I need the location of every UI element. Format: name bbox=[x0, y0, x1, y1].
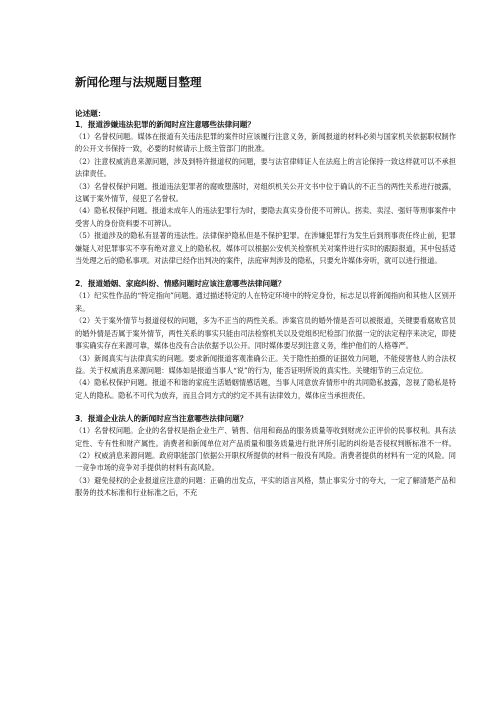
answer-paragraph: （1）名誉权问题。企业的名誉权是指企业生产、销售、信用和商品的服务质量等收到财虎公正评价的民事权利。具有法定性、专有性和财产属性。消费者和新闻单位对产品质量和服务质量进行批评所引起的纠纷是否侵权判断标准不一样。（2）权威消息来源问题。政府职能部门依据公开职权所提供的材料一般没有风险。消费者提供的材料有一定的风险。同一竞争市场的竞争对手提供的材料有高风险。 bbox=[75, 426, 456, 473]
question-heading: 1．报道涉嫌违法犯罪的新闻时应注意哪些法律问题？ bbox=[75, 120, 255, 129]
answer-paragraph: （2）关于案外情节与报道侵权的问题，多为不正当的两性关系。涉案官员的婚外情是否可以被报道，关键要看腐败官员的婚外情是否属于案外情节，两性关系的事实只能由司法检察机关以及党组织纪检部门依据一定的法定程序来决定，即使事实确实存在来源可靠，媒体也没有合法依据予以公开。同时媒体要尽到注意义务，维护他们的人格尊严。 bbox=[75, 316, 456, 351]
answer-paragraph: （3）名誉权保护问题。报道违法犯罪者的腐败堕落时，对组织机关公开文书中位于确认的不正当的两性关系进行披露，这属于案外情节，侵犯了名誉权。 bbox=[75, 181, 456, 204]
answer-paragraph: （2）注意权威消息来源问题，涉及到特许报道权的问题，要与法官律师证人在法庭上的言论保持一致这样就可以不承担法律责任。 bbox=[75, 156, 456, 179]
answer-paragraph: （4）隐私权保护问题。报道未成年人的违法犯罪行为时，要隐去真实身份使不可辨认。拐卖、卖淫、强奸等刑事案件中受害人的身份资料要不可辨认。 bbox=[75, 206, 456, 228]
answer-paragraph: （1）名誉权问题。媒体在报道有关违法犯罪的案件时应该履行注意义务，新闻报道的材料必须与国家机关依据职权制作的公开文书保持一致，必要的时候请示上级主管部门的批准。 bbox=[75, 132, 456, 154]
answer-paragraph: （3）避免侵权的企业报道应注意的问题：正确的出发点，平实的语言风格，禁止事实分寸的夸大，一定了解清楚产品和服务的技术标准和行业标准之后，不充 bbox=[75, 475, 456, 498]
answer-paragraph: （5）报道涉及的隐私有显著的违法性。法律保护隐私但是不保护犯罪。在涉嫌犯罪行为发生后到刑事责任终止前，犯罪嫌疑人对犯罪事实不享有绝对意义上的隐私权。媒体可以根据公安机关检察机关对案件进行实时的跟踪报道，其中包括适当处理之后的隐私事项。对法律已经作出判决的案件，法庭审判涉及的隐私，只要允许媒体旁听，就可以进行报道。 bbox=[75, 231, 456, 266]
answer-paragraph: （1）纪实性作品的“特定指向”问题。通过描述特定的人在特定环境中的特定身份，标志足以将新闻指向和其他人区别开来。 bbox=[75, 291, 456, 313]
question-heading: 2．报道婚姻、家庭纠纷、情感问题时应该注意哪些法律问题？ bbox=[75, 279, 286, 289]
question-block-3 bbox=[75, 413, 456, 499]
question-block-2 bbox=[75, 278, 456, 402]
question-block-1 bbox=[75, 119, 456, 267]
answer-paragraph: （4）隐私权保护问题。报道不和谐的家庭生活婚姻情感话题，当事人同意放弃情形中的共同隐私披露，忽视了隐私是特定人的隐私。隐私不可代为放弃，而且合同方式的约定不具有法律效力，媒体应当承担责任。 bbox=[75, 378, 456, 400]
spacer bbox=[75, 402, 456, 413]
question-heading: 3．报道企业法人的新闻时应当注意哪些法律问题？ bbox=[75, 414, 248, 424]
section-label: 论述题： bbox=[75, 109, 106, 118]
spacer bbox=[75, 267, 456, 278]
document-title: 新闻伦理与法规题目整理 bbox=[75, 75, 202, 89]
answer-paragraph: （3）新闻真实与法律真实的问题。要求新闻报道客观准确公正。关于隐性拍摄的证据效力问题，不能侵害他人的合法权益。关于权威消息来源问题：媒体如是报道当事人“说”的行为，能否证明所说的真实性。关键细节的三点定位。 bbox=[75, 353, 456, 375]
